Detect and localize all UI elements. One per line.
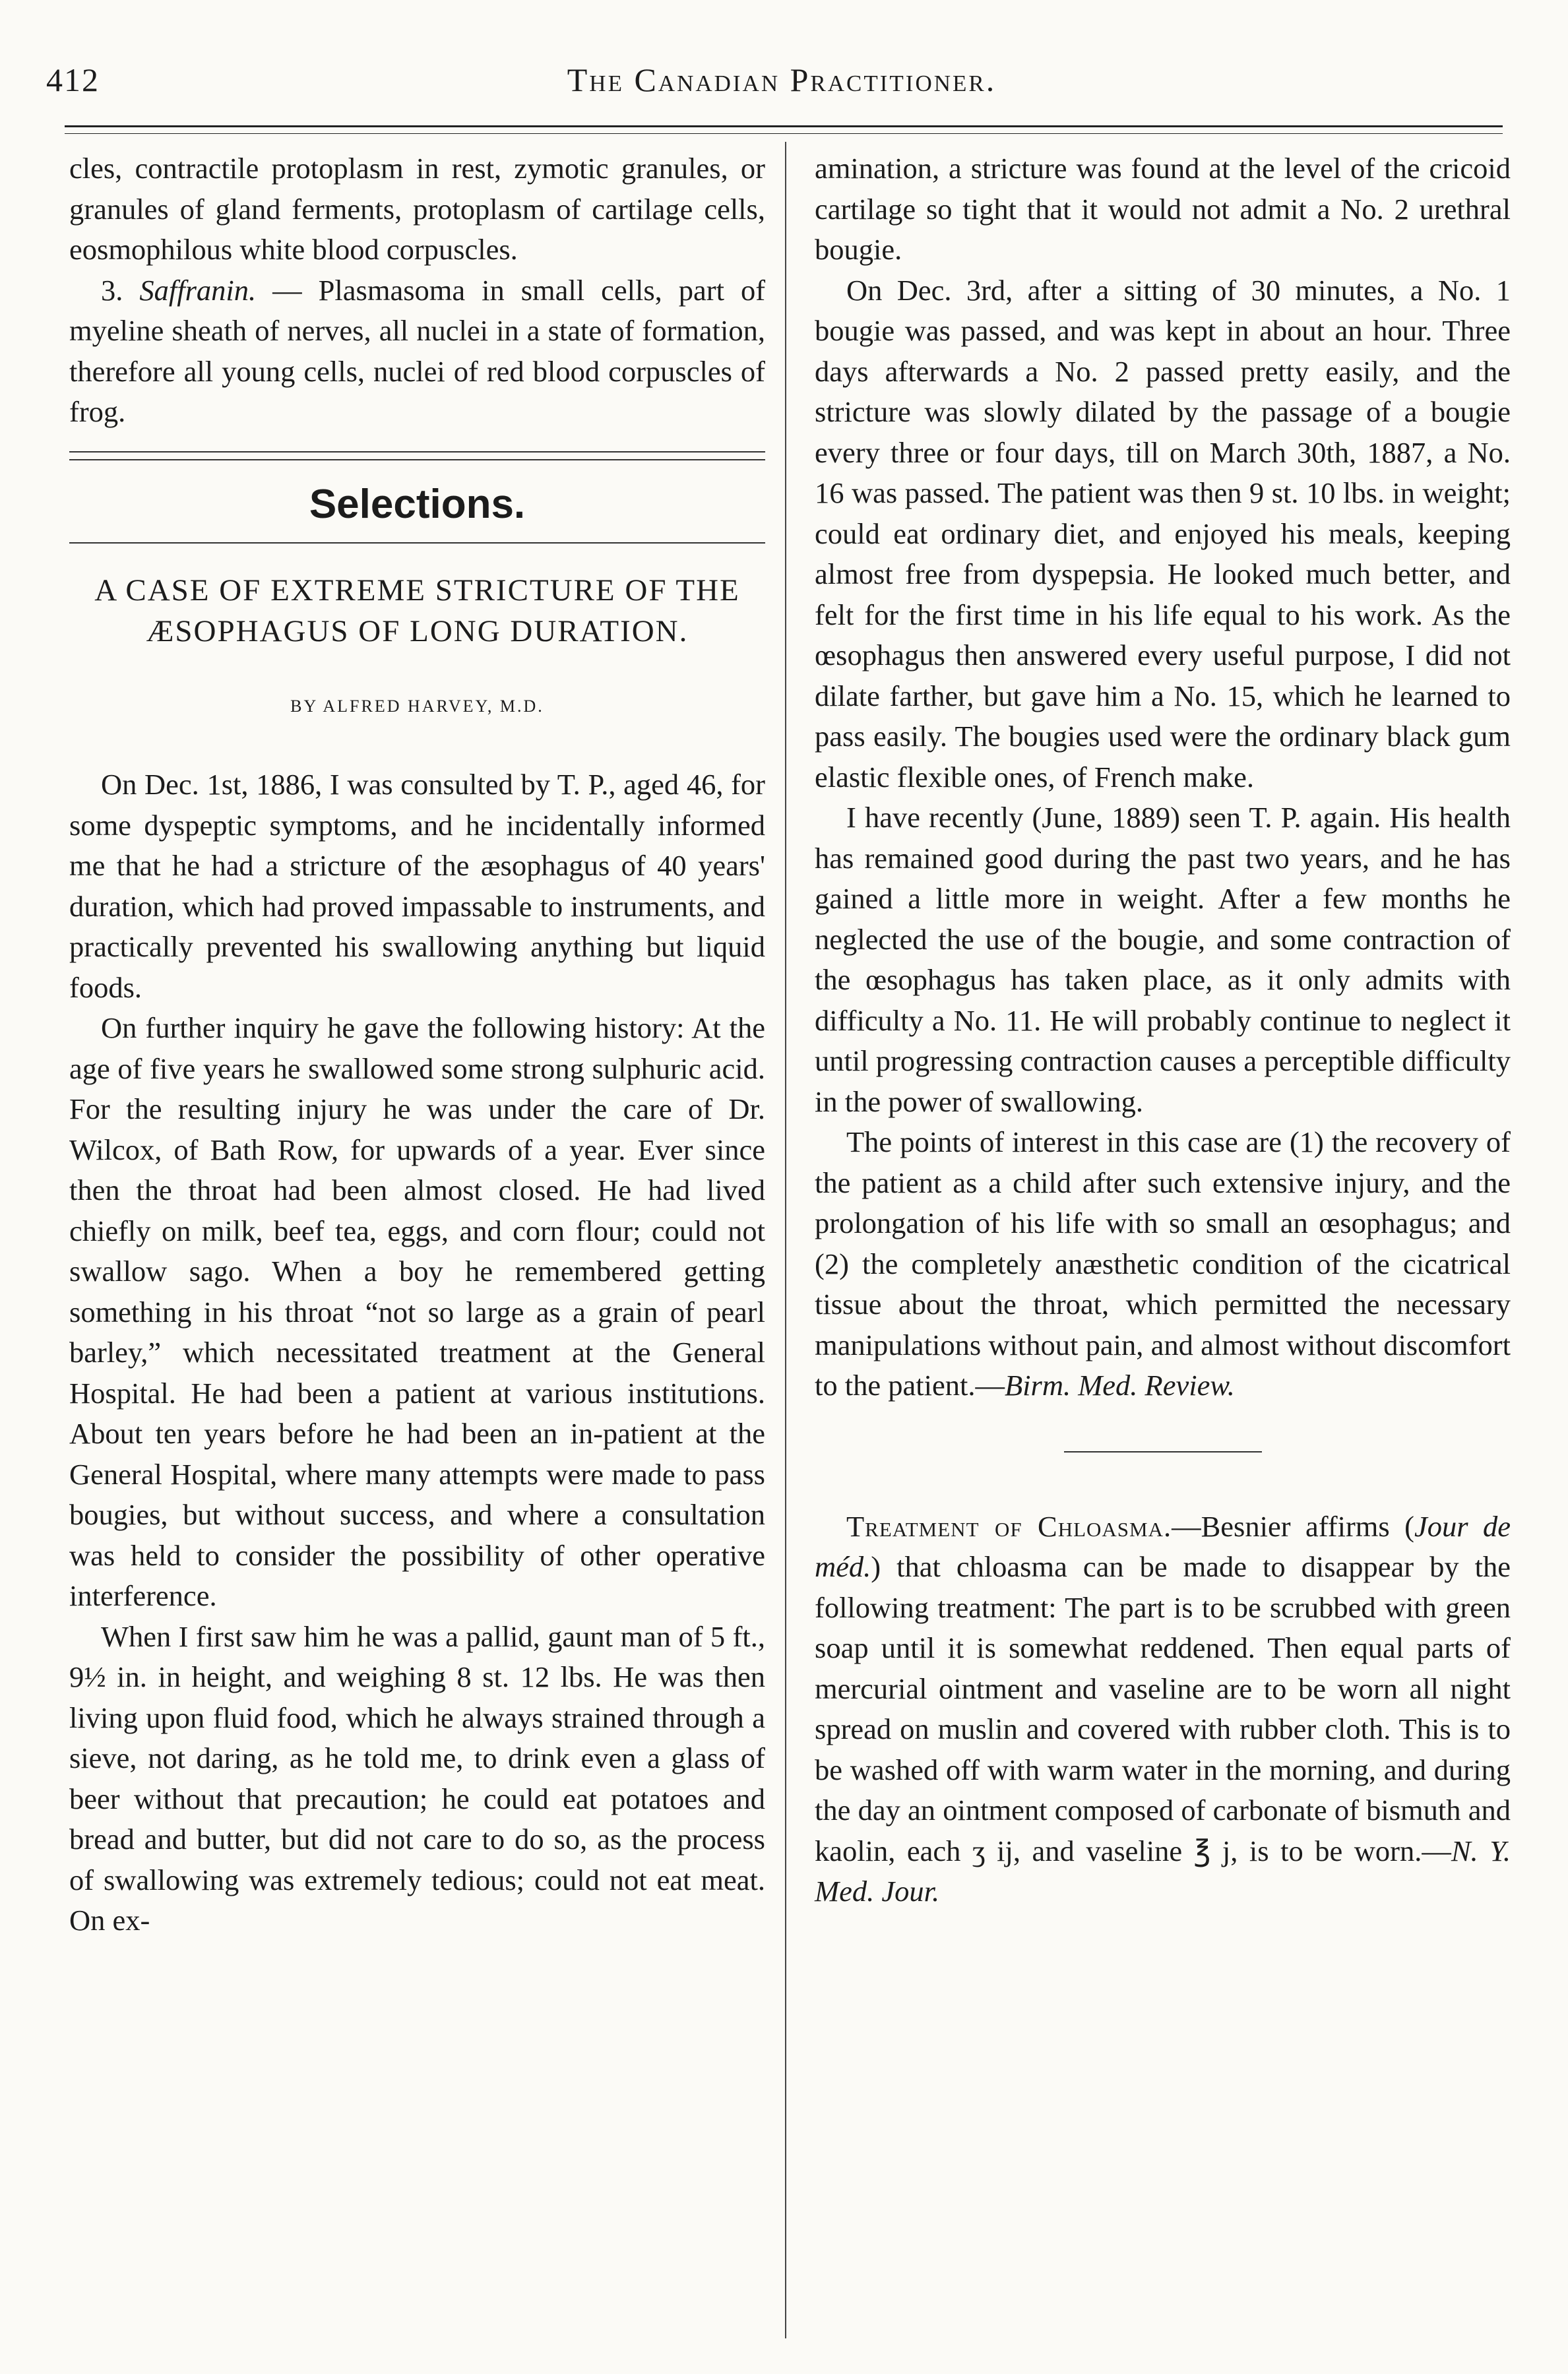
- chloasma-text-b: ) that chloasma can be made to disappear by the following treatment: The part is to be scrubbed with green soap until it is somewhat reddened. Then equal parts of mercurial ointment and vaseline are to be worn all night spread on muslin and covered with rubber cloth. This is to be washed off with warm water in the morning, and during the day an ointment composed of carbonate of bismuth and kaolin, each ʒ ij, and vaseline ℥ j, is to be worn.—: [815, 1550, 1511, 1867]
- chloasma-text-a: —Besnier affirms (: [1172, 1509, 1414, 1543]
- page-number: 412: [46, 61, 100, 98]
- chloasma-paragraph: [815, 1507, 1511, 1912]
- body-paragraph: On Dec. 1st, 1886, I was consulted by T. P., aged 46, for some dyspeptic symptoms, and he incidentally informed me that he had a stricture of the æsophagus of 40 years' duration, which had proved impassable to instruments, and practically prevented his swallowing anything but liquid foods.: [69, 768, 765, 1004]
- stain-description: — Plasmasoma in small cells, part of myeline sheath of nerves, all nuclei in a state of formation, therefore all young cells, nuclei of red blood corpuscles of frog.: [69, 273, 766, 428]
- continuation-paragraph: cles, contractile protoplasm in rest, zymotic granules, or granules of gland ferments, protoplasm of cartilage cells, eosmophilous white blood corpuscles.: [69, 152, 765, 266]
- body-paragraph: amination, a stricture was found at the level of the cricoid cartilage so tight that it would not admit a No. 2 urethral bougie.: [815, 152, 1511, 266]
- body-paragraph: On further inquiry he gave the following history: At the age of five years he swallowed some strong sulphuric acid. For the resulting injury he was under the care of Dr. Wilcox, of Bath Row, for upwards of a year. Ever since then the throat had been almost closed. He had lived chiefly on milk, beef tea, eggs, and corn flour; could not swallow sago. When a boy he remembered getting something in his throat “not so large as a grain of pearl barley,” which necessitated treatment at the General Hospital. He had been a patient at various institutions. About ten years before he had been an in-patient at the General Hospital, where many attempts were made to pass bougies, but without success, and where a consultation was held to consider the possibility of other operative interference.: [69, 1011, 765, 1612]
- section-rule: [69, 542, 765, 544]
- column-divider: [785, 142, 786, 2338]
- article-byline: BY ALFRED HARVEY, M.D.: [290, 696, 544, 716]
- article-title: A CASE OF EXTREME STRICTURE OF THE ÆSOPHAGUS OF LONG DURATION.: [94, 573, 740, 648]
- header-rule-thin: [65, 133, 1503, 134]
- saffranin-paragraph: [69, 270, 765, 433]
- journal-title: The Canadian Practitioner.: [567, 61, 997, 98]
- interest-text: The points of interest in this case are (1) the recovery of the patient as a child after such extensive injury, and the prolongation of his life with so small an œsophagus; and (2) the completely anæsthetic condition of the cicatrical tissue about the throat, which permitted the necessary manipulations without pain, and almost without discomfort to the patient.—: [815, 1125, 1511, 1402]
- body-paragraph: I have recently (June, 1889) seen T. P. again. His health has remained good during the past two years, and he has gained a little more in weight. After a few months he neglected the use of the bougie, and some contraction of the œsophagus has taken place, as it only admits with difficulty a No. 11. He will probably continue to neglect it until progressing contraction causes a perceptible difficulty in the power of swallowing.: [815, 801, 1511, 1118]
- header-rule: [65, 125, 1503, 127]
- right-column: [815, 148, 1511, 1912]
- source-citation: N. Y. Med. Jour.: [815, 1834, 1511, 1908]
- section-double-rule: [69, 451, 765, 460]
- source-citation: Birm. Med. Review.: [1004, 1369, 1235, 1402]
- interest-paragraph: [815, 1122, 1511, 1406]
- body-paragraph: When I first saw him he was a pallid, gaunt man of 5 ft., 9½ in. in height, and weighing 8 st. 12 lbs. He was then living upon fluid food, which he always strained through a sieve, not daring, as he told me, to drink even a glass of beer without that precaution; he could eat potatoes and bread and butter, but did not care to do so, as the process of swallowing was extremely tedious; could not eat meat. On ex-: [69, 1619, 765, 1937]
- page-header: [46, 61, 1517, 113]
- body-paragraph: On Dec. 3rd, after a sitting of 30 minutes, a No. 1 bougie was passed, and was kept in about an hour. Three days afterwards a No. 2 passed pretty easily, and the stricture was slowly dilated by the passage of a bougie every three or four days, till on March 30th, 1887, a No. 16 was passed. The patient was then 9 st. 10 lbs. in weight; could eat ordinary diet, and enjoyed his meals, keeping almost free from dyspepsia. He looked much better, and felt for the first time in his life equal to his work. As the œsophagus then answered every useful purpose, I did not dilate farther, but gave him a No. 15, which he learned to pass easily. The bougies used were the ordinary black gum elastic flexible ones, of French make.: [815, 273, 1511, 794]
- journal-citation: Jour de méd.: [815, 1509, 1511, 1583]
- item-number: 3.: [101, 273, 123, 307]
- chloasma-heading: Treatment of Chloasma.: [846, 1509, 1172, 1543]
- article-separator: [1064, 1451, 1262, 1453]
- section-title: Selections.: [309, 481, 526, 527]
- left-column: [69, 148, 765, 1941]
- stain-name: Saffranin.: [139, 273, 257, 307]
